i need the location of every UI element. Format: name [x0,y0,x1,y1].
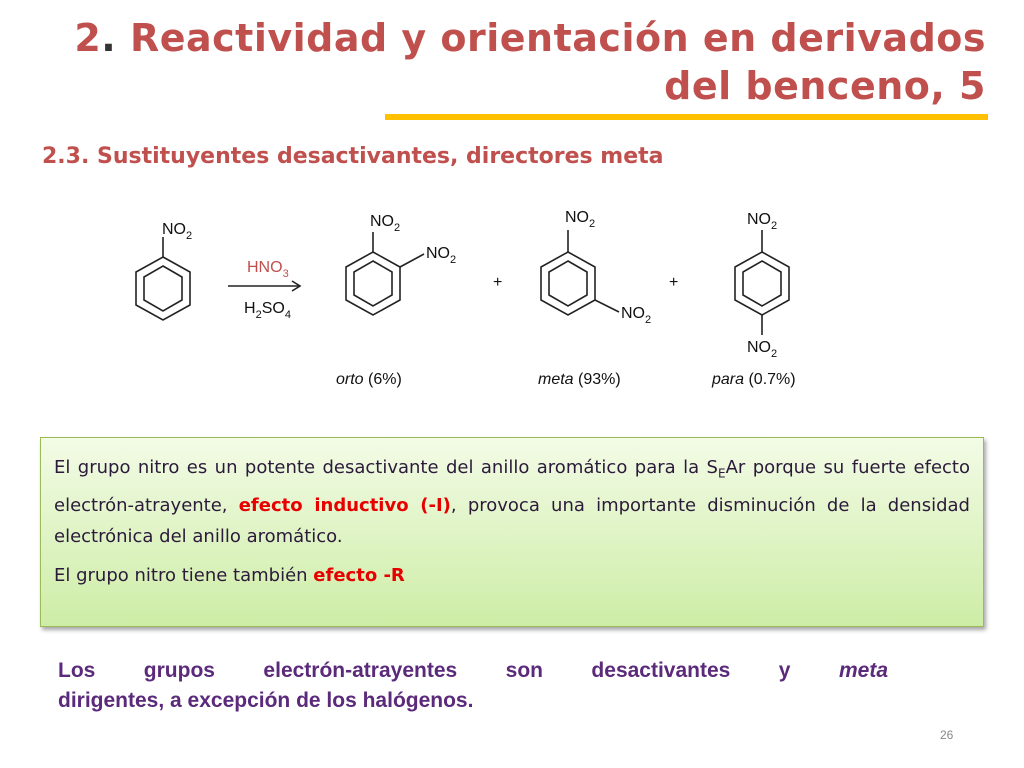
plus-sign-2: + [669,274,679,291]
reagent-bottom-label: $H_2SO_4$ [244,300,291,321]
para-dinitrobenzene-structure [735,230,789,335]
ortho-dinitrobenzene-structure [346,232,424,315]
ortho-yield-label: orto (6%) [336,371,402,388]
slide-title [74,14,986,110]
nitration-scheme [0,192,1024,402]
para-no2-bottom-label: $NO_2$ [747,339,778,360]
explanation-box [40,437,984,627]
para-no2-top-label: $NO_2$ [747,211,778,232]
meta-no2-side-label: $NO_2$ [621,305,652,326]
explanation-paragraph-1: El grupo nitro es un potente desactivante del anillo aromático para la $S_EAr$ porque su fuerte efecto electrón-atrayente, efecto inductivo (-I), provoca una importante disminución de la densidad electrónica del anillo aromático. [54,457,970,547]
meta-dinitrobenzene-structure [541,230,619,315]
meta-yield-label: meta (93%) [538,371,621,388]
title-dot: . [101,16,117,60]
title-number: 2 [74,16,102,60]
meta-no2-top-label: $NO_2$ [565,209,596,230]
conclusion-text: Los grupos electrón-atrayentes son desactivantes y meta dirigentes, a excepción de los halógenos. [58,659,888,712]
title-text-1: Reactividad y orientación en derivados [129,16,986,60]
title-underline [385,114,988,120]
reagent-top-label: $HNO_3$ [247,259,289,280]
meta-word: meta [838,659,888,682]
resonance-effect-highlight: efecto -R [313,564,405,586]
ortho-no2-top-label: $NO_2$ [370,213,401,234]
nitrobenzene-structure [136,237,190,320]
plus-sign-1: + [493,274,503,291]
page-number: 26 [940,728,954,742]
explanation-paragraph-2: El grupo nitro tiene también efecto -R [54,564,405,586]
section-subtitle: 2.3. Sustituyentes desactivantes, directores meta [42,144,664,169]
para-yield-label: para (0.7%) [712,371,796,388]
inductive-effect-highlight: efecto inductivo (-I) [238,494,451,516]
title-line-2: del benceno, 5 [664,64,986,108]
title-line-1 [74,14,986,62]
reaction-arrow [228,281,300,291]
reactant-no2-label: $NO_2$ [162,221,193,242]
ortho-no2-side-label: $NO_2$ [426,245,457,266]
